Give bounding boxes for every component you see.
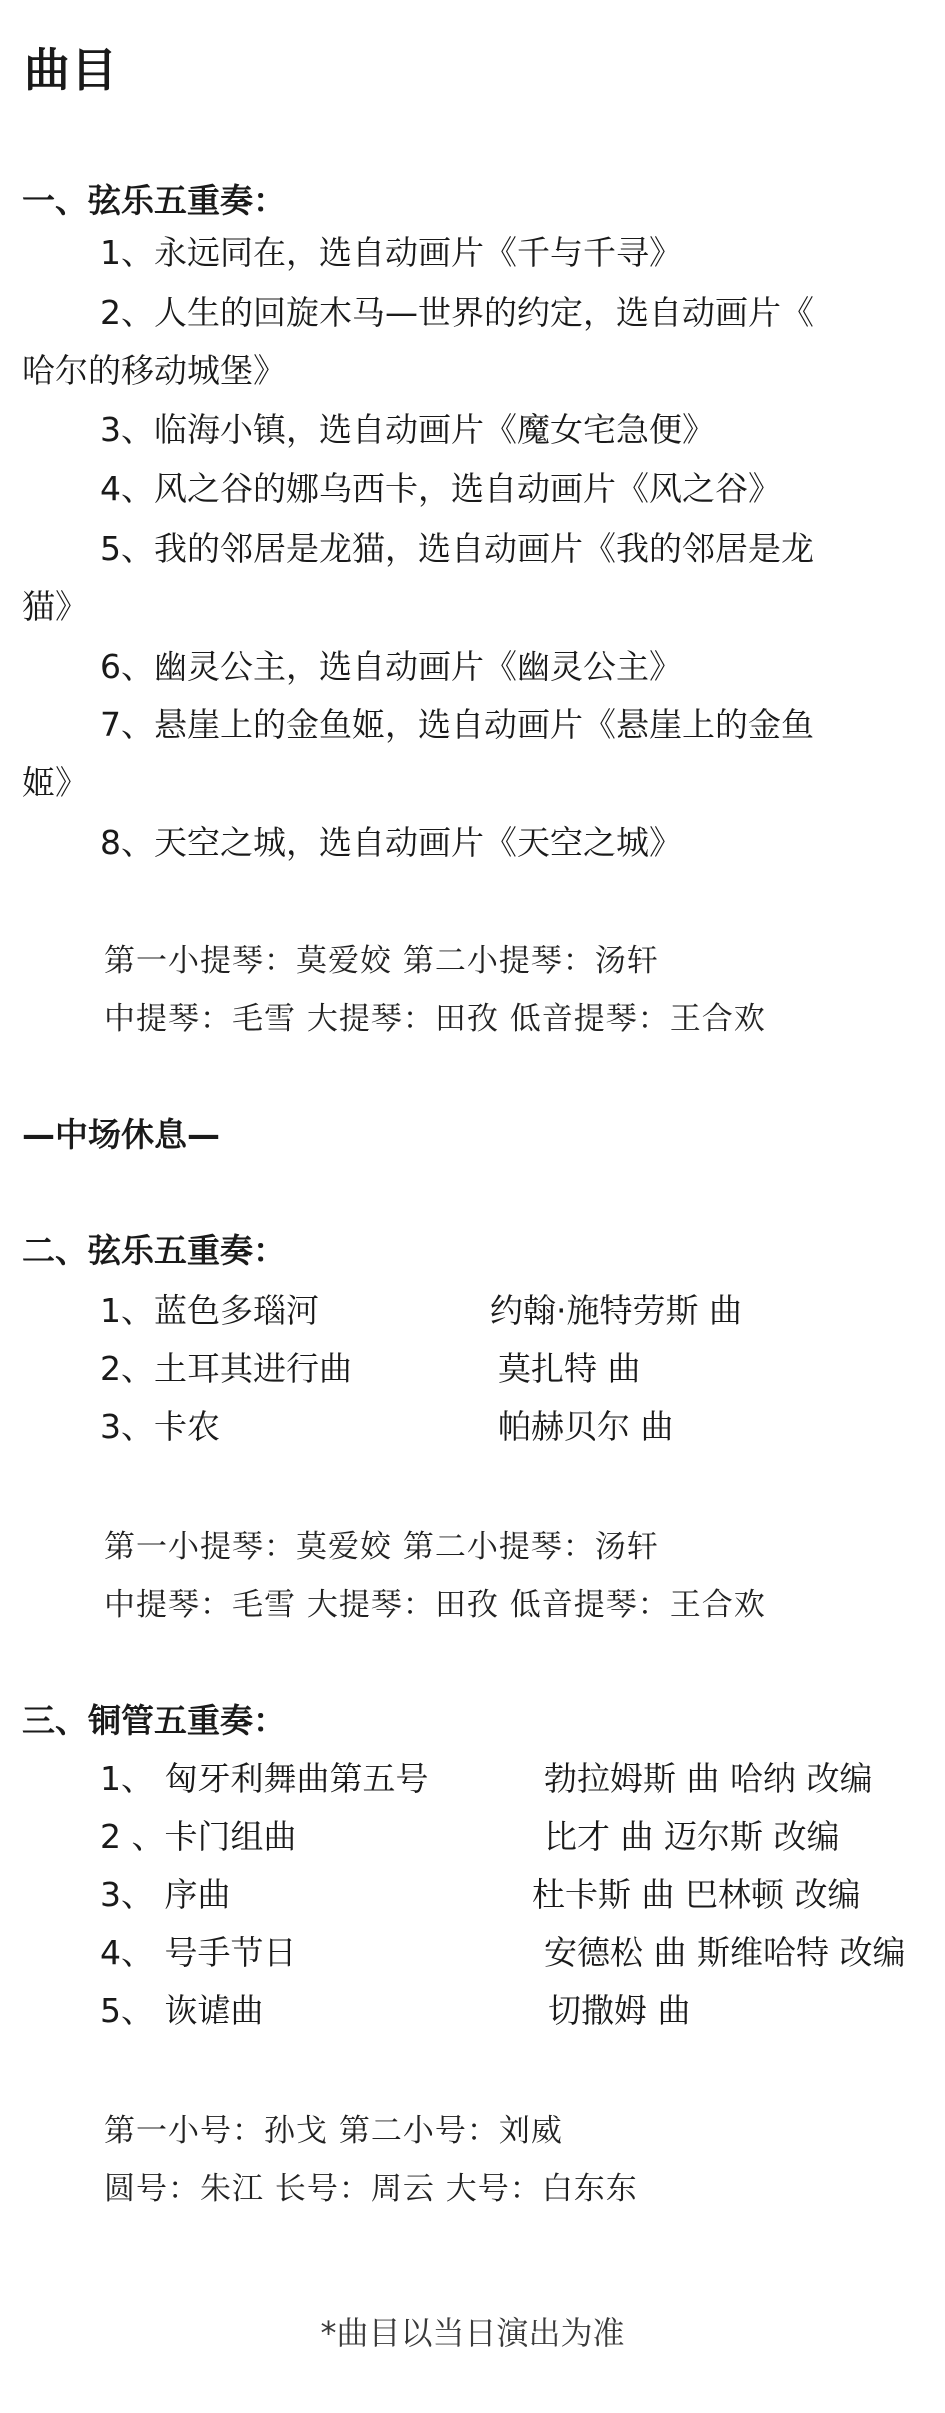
piece-composer: 安德松 曲 斯维哈特 改编 <box>544 1933 906 1972</box>
footnote: *曲目以当日演出为准 <box>320 2314 625 2352</box>
piece-title: 1、 匈牙利舞曲第五号 <box>100 1759 429 1798</box>
performers-line: 第一小提琴：莫爱姣 第二小提琴：汤轩 <box>104 943 659 979</box>
performers-line: 第一小提琴：莫爱姣 第二小提琴：汤轩 <box>104 1529 659 1565</box>
list-item: 3、临海小镇，选自动画片《魔女宅急便》 <box>100 410 715 449</box>
list-item-continuation: 猫》 <box>22 587 88 626</box>
intermission-label: —中场休息— <box>22 1115 220 1154</box>
list-item: 5、我的邻居是龙猫，选自动画片《我的邻居是龙 <box>100 529 814 568</box>
list-item-continuation: 哈尔的移动城堡》 <box>22 351 286 390</box>
piece-composer: 杜卡斯 曲 巴林顿 改编 <box>532 1875 861 1914</box>
piece-composer: 勃拉姆斯 曲 哈纳 改编 <box>544 1759 873 1798</box>
performers-line: 中提琴：毛雪 大提琴：田孜 低音提琴：王合欢 <box>104 1001 766 1037</box>
piece-title: 2、土耳其进行曲 <box>100 1349 352 1388</box>
list-item-continuation: 姬》 <box>22 763 88 802</box>
piece-composer: 帕赫贝尔 曲 <box>498 1407 674 1446</box>
piece-title: 5、 诙谑曲 <box>100 1991 264 2030</box>
section-heading-brass-quintet: 三、铜管五重奏： <box>22 1701 286 1740</box>
performers-line: 中提琴：毛雪 大提琴：田孜 低音提琴：王合欢 <box>104 1587 766 1623</box>
page-title: 曲目 <box>24 43 118 97</box>
piece-title: 2 、卡门组曲 <box>100 1817 297 1856</box>
list-item: 2、人生的回旋木马—世界的约定，选自动画片《 <box>100 293 814 332</box>
piece-composer: 比才 曲 迈尔斯 改编 <box>544 1817 840 1856</box>
list-item: 1、永远同在，选自动画片《千与千寻》 <box>100 233 682 272</box>
list-item: 6、幽灵公主，选自动画片《幽灵公主》 <box>100 647 682 686</box>
list-item: 8、天空之城，选自动画片《天空之城》 <box>100 823 682 862</box>
performers-line: 圆号：朱江 长号：周云 大号：白东东 <box>104 2171 638 2207</box>
piece-title: 4、 号手节日 <box>100 1933 297 1972</box>
section-heading-string-quintet-1: 一、弦乐五重奏： <box>22 181 286 220</box>
piece-composer: 切撒姆 曲 <box>548 1991 691 2030</box>
list-item: 4、风之谷的娜乌西卡，选自动画片《风之谷》 <box>100 469 781 508</box>
section-heading-string-quintet-2: 二、弦乐五重奏： <box>22 1231 286 1270</box>
list-item: 7、悬崖上的金鱼姬，选自动画片《悬崖上的金鱼 <box>100 705 814 744</box>
performers-line: 第一小号：孙戈 第二小号：刘威 <box>104 2113 563 2149</box>
piece-title: 3、 序曲 <box>100 1875 231 1914</box>
piece-composer: 莫扎特 曲 <box>498 1349 641 1388</box>
piece-title: 1、蓝色多瑙河 <box>100 1291 319 1330</box>
piece-title: 3、卡农 <box>100 1407 220 1446</box>
piece-composer: 约翰·施特劳斯 曲 <box>490 1291 742 1330</box>
